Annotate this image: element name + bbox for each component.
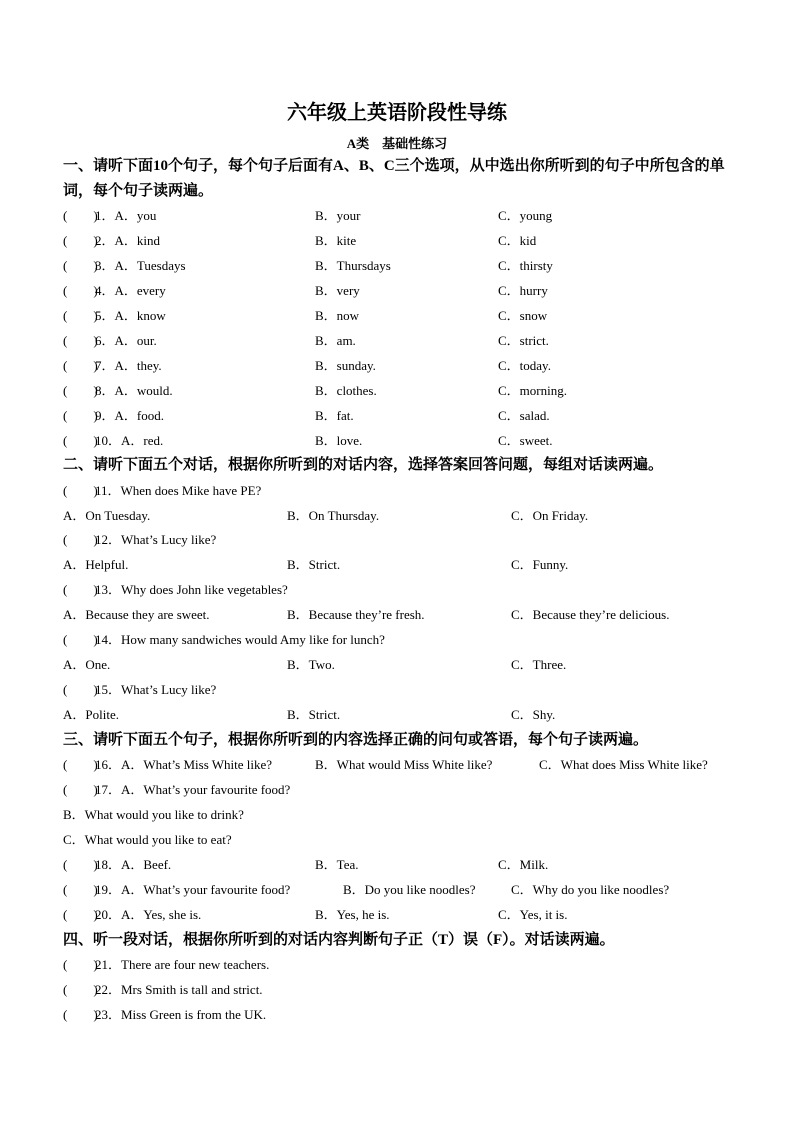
option-c: C．hurry [498,283,548,298]
answer-blank[interactable]: ( ) [63,433,98,448]
answer-blank[interactable]: ( ) [63,208,98,223]
question-3 [63,255,743,277]
option-b: B．Yes, he is. [315,907,390,922]
answer-blank[interactable]: ( ) [63,1007,98,1022]
question-22 [63,979,743,1001]
option-b: B．very [315,283,360,298]
option-b: B．Do you like noodles? [343,882,476,897]
question-20 [63,904,743,926]
option-b: B．clothes. [315,383,377,398]
option-a: A．Polite. [63,707,119,722]
page-title: 六年级上英语阶段性导练 [287,102,507,124]
option-a: 6．A．our. [95,333,157,348]
page-subtitle: A类 基础性练习 [346,136,448,151]
option-c: C．Shy. [511,707,556,722]
option-a: A．One. [63,657,111,672]
option-a: 9．A．food. [95,408,164,423]
option-b: B．kite [315,233,357,248]
option-a: 18．A．Beef. [95,857,172,872]
option-a: 10．A．red. [95,433,164,448]
option-b: B．Strict. [287,707,341,722]
answer-blank[interactable]: ( ) [63,582,98,597]
question-2 [63,230,743,252]
option-c: C．Funny. [511,557,569,572]
question-text: 13．Why does John like vegetables? [95,582,288,597]
option-b: B．Because they’re fresh. [287,607,425,622]
option-b: B．What would you like to drink? [63,807,244,822]
answer-blank[interactable]: ( ) [63,982,98,997]
option-b: B．fat. [315,408,354,423]
question-text: 11．When does Mike have PE? [95,483,262,498]
section-2-heading: 二、请听下面五个对话，根据你所听到的对话内容，选择答案回答问题，每组对话读两遍。 [63,457,664,473]
question-4 [63,280,743,302]
section-3-heading: 三、请听下面五个句子，根据你所听到的内容选择正确的问句或答语，每个句子读两遍。 [63,732,649,748]
question-5 [63,305,743,327]
question-text: 15．What’s Lucy like? [95,682,217,697]
question-17-option-c [63,829,743,851]
option-b: B．now [315,308,360,323]
answer-blank[interactable]: ( ) [63,882,98,897]
option-b: B．Thursdays [315,258,391,273]
option-a: 20．A．Yes, she is. [95,907,202,922]
question-13-options [63,604,743,626]
question-17-option-b [63,804,743,826]
answer-blank[interactable]: ( ) [63,358,98,373]
question-16 [63,754,743,776]
option-b: B．love. [315,433,363,448]
option-c: C．salad. [498,408,550,423]
question-9 [63,405,743,427]
statement-text: 22．Mrs Smith is tall and strict. [95,982,263,997]
option-c: C．What does Miss White like? [539,757,708,772]
question-15-options [63,704,743,726]
option-b: B．am. [315,333,356,348]
question-8 [63,380,743,402]
answer-blank[interactable]: ( ) [63,258,98,273]
option-c: C．Milk. [498,857,549,872]
section-1-heading: 一、请听下面10个句子，每个句子后面有A、B、C三个选项，从中选出你所听到的句子中所包含的单词，每个句子读两遍。 [63,158,725,199]
question-1 [63,205,743,227]
option-a: 16．A．What’s Miss White like? [95,757,273,772]
option-c: C．thirsty [498,258,553,273]
question-23 [63,1004,743,1026]
question-17 [63,779,743,801]
option-c: C．kid [498,233,537,248]
option-b: B．Two. [287,657,335,672]
option-c: C．Why do you like noodles? [511,882,670,897]
option-c: C．Yes, it is. [498,907,568,922]
option-c: C．Three. [511,657,567,672]
answer-blank[interactable]: ( ) [63,857,98,872]
question-14-options [63,654,743,676]
question-13 [63,579,743,601]
option-a: 2．A．kind [95,233,161,248]
answer-blank[interactable]: ( ) [63,957,98,972]
option-b: B．your [315,208,361,223]
option-a: 1．A．you [95,208,157,223]
option-c: C．young [498,208,553,223]
option-c: C．sweet. [498,433,553,448]
option-c: C．strict. [498,333,549,348]
option-a: 3．A．Tuesdays [95,258,186,273]
question-18 [63,854,743,876]
option-a: A．On Tuesday. [63,508,151,523]
answer-blank[interactable]: ( ) [63,907,98,922]
answer-blank[interactable]: ( ) [63,233,98,248]
question-21 [63,954,743,976]
option-b: B．On Thursday. [287,508,380,523]
answer-blank[interactable]: ( ) [63,532,98,547]
answer-blank[interactable]: ( ) [63,483,98,498]
option-a: 19．A．What’s your favourite food? [95,882,291,897]
question-text: 12．What’s Lucy like? [95,532,217,547]
option-c: C．Because they’re delicious. [511,607,670,622]
option-b: B．What would Miss White like? [315,757,493,772]
question-12-options [63,554,743,576]
answer-blank[interactable]: ( ) [63,333,98,348]
question-12 [63,529,743,551]
option-a: A．Helpful. [63,557,129,572]
answer-blank[interactable]: ( ) [63,757,98,772]
option-a: 17．A．What’s your favourite food? [95,782,291,797]
question-19 [63,879,743,901]
option-a: 8．A．would. [95,383,173,398]
question-10 [63,430,743,452]
answer-blank[interactable]: ( ) [63,408,98,423]
question-text: 14．How many sandwiches would Amy like for lunch? [95,632,385,647]
question-6 [63,330,743,352]
answer-blank[interactable]: ( ) [63,782,98,797]
option-c: C．today. [498,358,551,373]
option-c: C．What would you like to eat? [63,832,232,847]
question-11-options [63,505,743,527]
statement-text: 23．Miss Green is from the UK. [95,1007,267,1022]
option-a: A．Because they are sweet. [63,607,210,622]
question-14 [63,629,743,651]
option-b: B．Strict. [287,557,341,572]
answer-blank[interactable]: ( ) [63,682,98,697]
answer-blank[interactable]: ( ) [63,308,98,323]
option-b: B．Tea. [315,857,359,872]
statement-text: 21．There are four new teachers. [95,957,270,972]
question-7 [63,355,743,377]
option-a: 7．A．they. [95,358,162,373]
option-c: C．On Friday. [511,508,589,523]
option-a: 4．A．every [95,283,166,298]
answer-blank[interactable]: ( ) [63,632,98,647]
option-a: 5．A．know [95,308,166,323]
option-c: C．morning. [498,383,567,398]
section-4-heading: 四、听一段对话，根据你所听到的对话内容判断句子正（T）误（F）。对话读两遍。 [63,932,615,948]
answer-blank[interactable]: ( ) [63,283,98,298]
answer-blank[interactable]: ( ) [63,383,98,398]
question-15 [63,679,743,701]
option-b: B．sunday. [315,358,376,373]
question-11 [63,480,743,502]
option-c: C．snow [498,308,548,323]
